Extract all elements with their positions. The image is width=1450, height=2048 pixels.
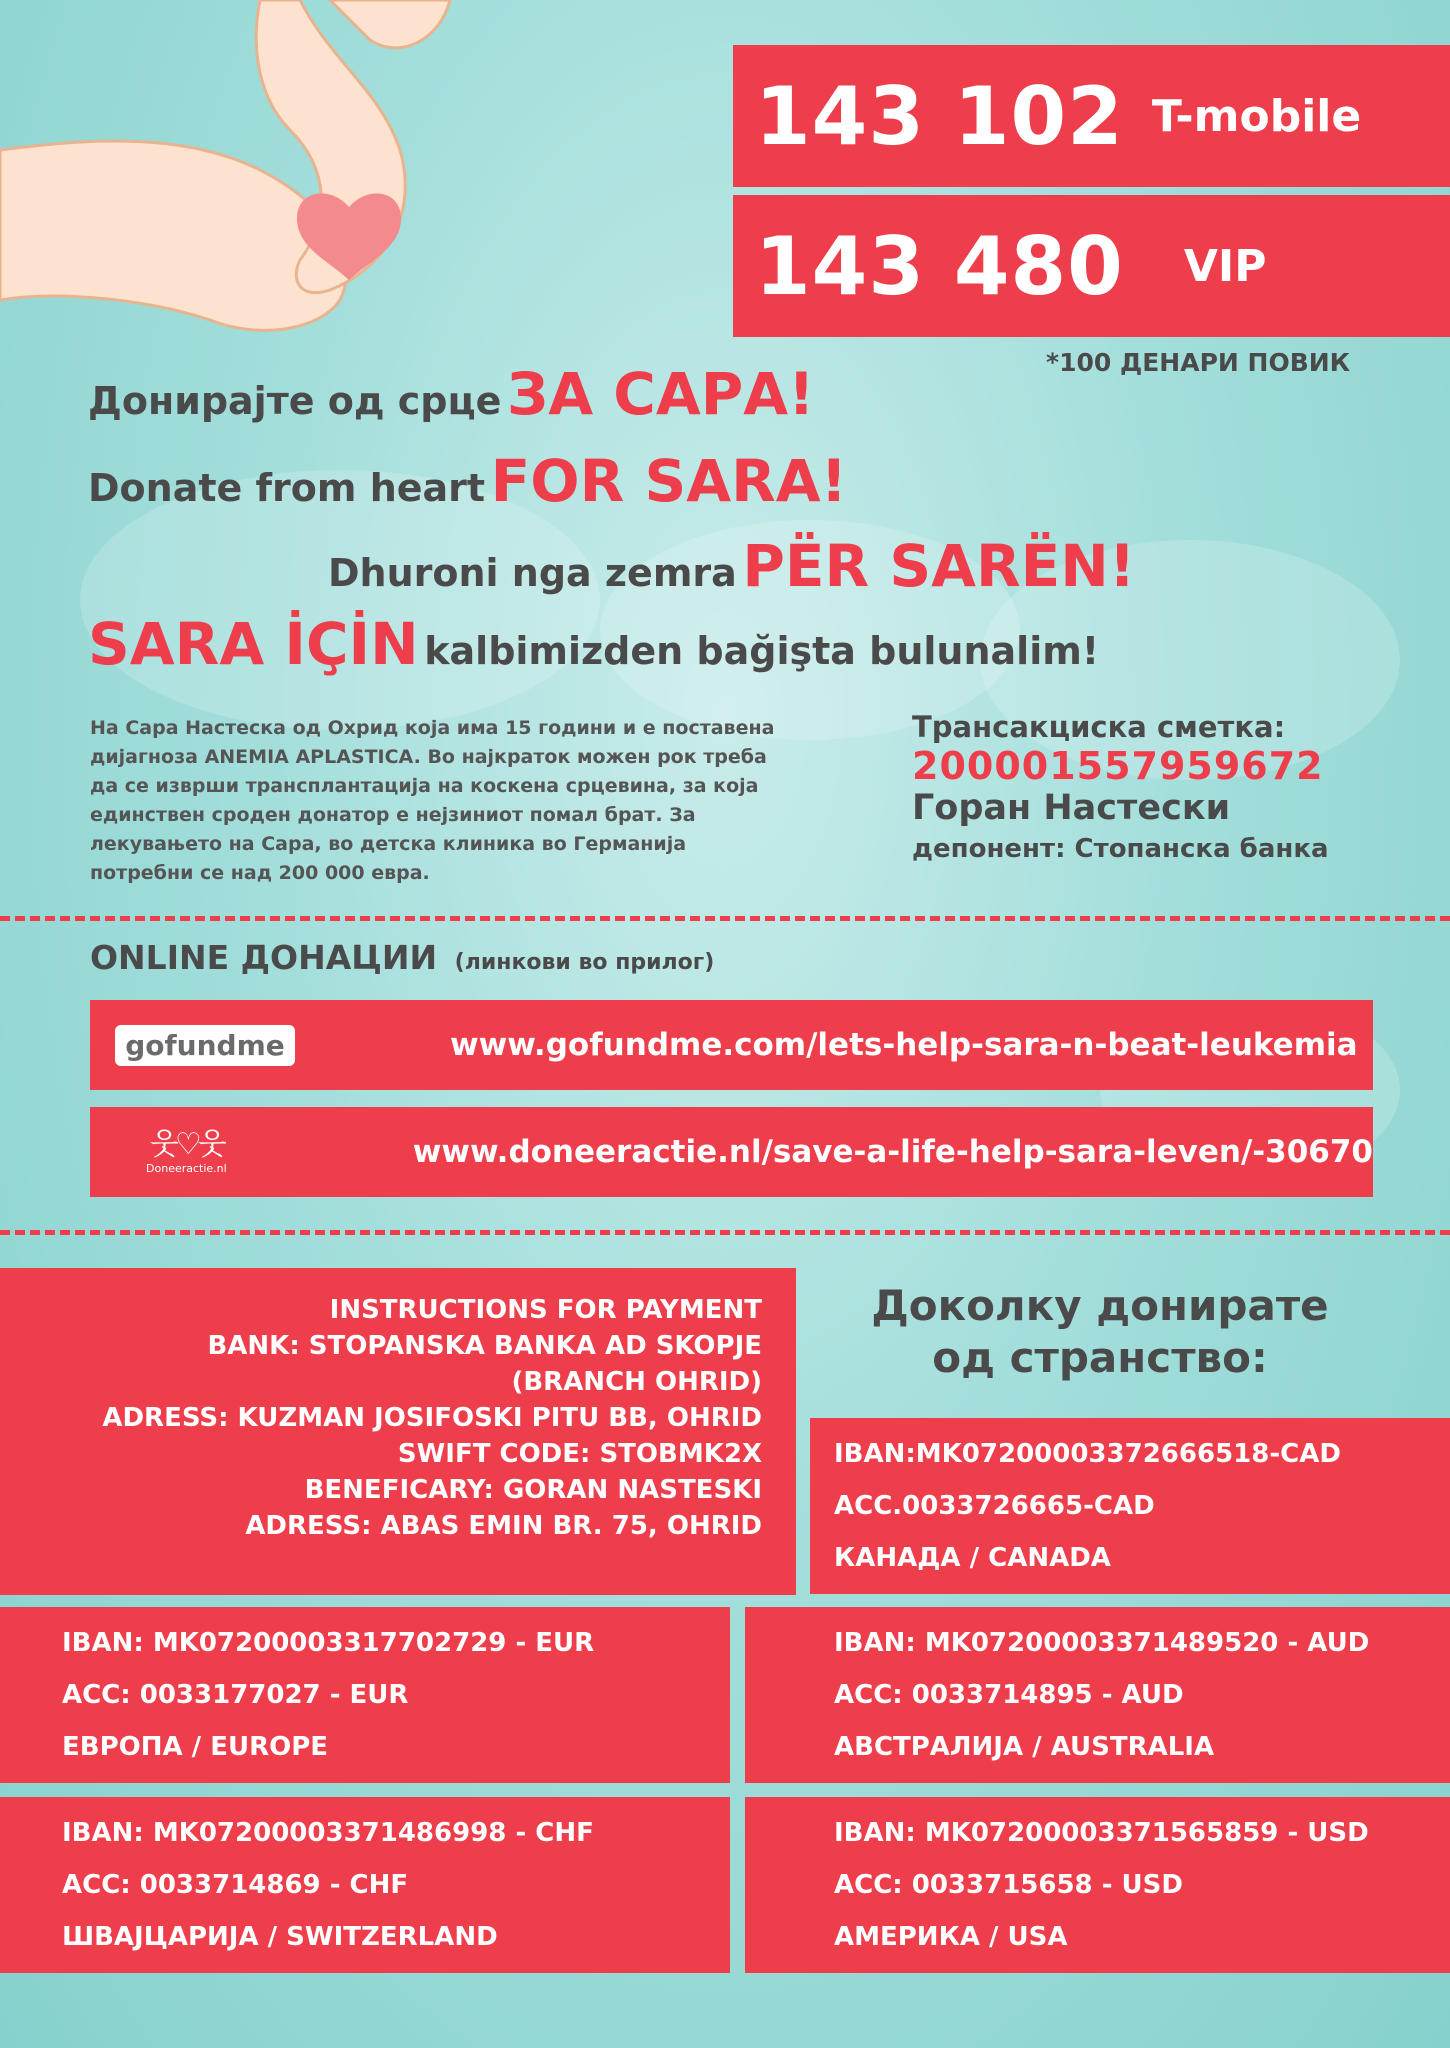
slogan-text: Dhuroni nga zemra xyxy=(328,551,737,595)
phone-number: 143 480 xyxy=(755,219,1124,313)
phone-donation-tmobile xyxy=(733,45,1450,187)
online-subtitle-text: (линкови во прилог) xyxy=(454,950,715,975)
online-title-text: ONLINE ДОНАЦИИ xyxy=(90,938,438,977)
iban: IBAN: MK07200003371489520 - AUD xyxy=(834,1628,1370,1658)
online-donations-title xyxy=(90,938,714,977)
slogan-text: kalbimizden bağişta bulunalim! xyxy=(424,629,1100,673)
slogan-highlight: FOR SARA! xyxy=(490,447,848,515)
payment-instructions xyxy=(0,1268,796,1595)
call-price-note: *100 ДЕНАРИ ПОВИК xyxy=(1046,348,1351,377)
gofundme-logo-text: gofundme xyxy=(115,1025,295,1066)
gofundme-logo xyxy=(90,1000,320,1090)
slogan-english xyxy=(88,447,847,515)
slogan-text: Donate from heart xyxy=(88,466,486,510)
abroad-donation-title xyxy=(830,1280,1370,1384)
story-text xyxy=(90,714,850,888)
story-line: лекувањето на Сара, во детска клиника во Германија xyxy=(90,833,687,855)
iban: IBAN: MK07200003371486998 - CHF xyxy=(62,1818,594,1848)
region: КАНАДА / CANADA xyxy=(834,1543,1111,1573)
account-number: ACC: 0033714895 - AUD xyxy=(834,1680,1184,1710)
account-label: Трансакциска сметка: xyxy=(912,710,1286,744)
bank-account-europe xyxy=(0,1607,730,1783)
dashed-divider xyxy=(0,1230,1450,1235)
slogan-albanian xyxy=(328,532,1135,600)
abroad-title-line: од странство: xyxy=(932,1333,1268,1382)
phone-operator: T-mobile xyxy=(1151,90,1362,142)
hands-heart-illustration xyxy=(0,0,460,360)
region: АВСТРАЛИЈА / AUSTRALIA xyxy=(834,1732,1215,1762)
story-line: да се изврши трансплантација на коскена срцевина, за која xyxy=(90,775,759,797)
instruction-line: SWIFT CODE: STOBMK2X xyxy=(397,1439,762,1469)
dashed-divider xyxy=(0,916,1450,921)
iban: IBAN:MK07200003372666518-CAD xyxy=(834,1439,1341,1469)
account-number: ACC.0033726665-CAD xyxy=(834,1491,1155,1521)
doneeractie-url[interactable]: www.doneeractie.nl/save-a-life-help-sara-leven/-30670 xyxy=(412,1134,1373,1170)
region: ШВАЈЦАРИЈА / SWITZERLAND xyxy=(62,1922,498,1952)
slogan-text: Донирајте од срце xyxy=(88,379,502,423)
story-line: потребни се над 200 000 евра. xyxy=(90,862,430,884)
slogan-macedonian xyxy=(88,360,815,428)
iban: IBAN: MK07200003371565859 - USD xyxy=(834,1818,1369,1848)
account-depositor: депонент: Стопанска банка xyxy=(912,834,1329,864)
bank-account-canada xyxy=(810,1418,1450,1594)
region: ЕВРОПА / EUROPE xyxy=(62,1732,329,1762)
instruction-line: (BRANCH OHRID) xyxy=(511,1367,762,1397)
account-number: ACC: 0033177027 - EUR xyxy=(62,1680,409,1710)
account-number: ACC: 0033714869 - CHF xyxy=(62,1870,409,1900)
gofundme-link[interactable] xyxy=(90,1000,1373,1090)
story-line: На Сара Настеска од Охрид која има 15 години и е поставена xyxy=(90,717,775,739)
doneeractie-logo-text: Doneeractie.nl xyxy=(146,1161,227,1175)
account-number: ACC: 0033715658 - USD xyxy=(834,1870,1183,1900)
instruction-line: ADRESS: ABAS EMIN BR. 75, OHRID xyxy=(245,1511,762,1541)
slogan-highlight: SARA İÇİN xyxy=(88,610,419,678)
abroad-title-line: Доколку донирате xyxy=(871,1281,1329,1330)
iban: IBAN: MK07200003317702729 - EUR xyxy=(62,1628,595,1658)
doneeractie-logo xyxy=(90,1107,283,1197)
phone-donation-vip xyxy=(733,195,1450,337)
account-number: 200001557959672 xyxy=(912,744,1324,788)
slogan-highlight: PËR SARËN! xyxy=(742,532,1136,600)
slogan-highlight: ЗА САРА! xyxy=(507,360,815,428)
account-holder: Горан Настески xyxy=(912,788,1231,828)
instruction-line: ADRESS: KUZMAN JOSIFOSKI PITU BB, OHRID xyxy=(102,1403,762,1433)
people-heart-icon: 웃♡웃 xyxy=(149,1126,223,1162)
phone-number: 143 102 xyxy=(755,69,1124,163)
slogan-turkish xyxy=(88,610,1099,678)
story-line: единствен сроден донатор е нејзиниот помал брат. За xyxy=(90,804,696,826)
bank-account-australia xyxy=(745,1607,1450,1783)
phone-operator: VIP xyxy=(1183,240,1267,292)
instruction-line: INSTRUCTIONS FOR PAYMENT xyxy=(329,1295,762,1325)
bank-account-usa xyxy=(745,1797,1450,1973)
instruction-line: BANK: STOPANSKA BANKA AD SKOPJE xyxy=(207,1331,762,1361)
bank-account-switzerland xyxy=(0,1797,730,1973)
gofundme-url[interactable]: www.gofundme.com/lets-help-sara-n-beat-leukemia xyxy=(450,1027,1358,1063)
story-line: дијагноза ANEMIA APLASTICA. Во најкраток можен рок треба xyxy=(90,746,767,768)
transaction-account xyxy=(912,710,1329,864)
doneeractie-link[interactable] xyxy=(90,1107,1373,1197)
instruction-line: BENEFICARY: GORAN NASTESKI xyxy=(304,1475,762,1505)
region: АМЕРИКА / USA xyxy=(834,1922,1068,1952)
